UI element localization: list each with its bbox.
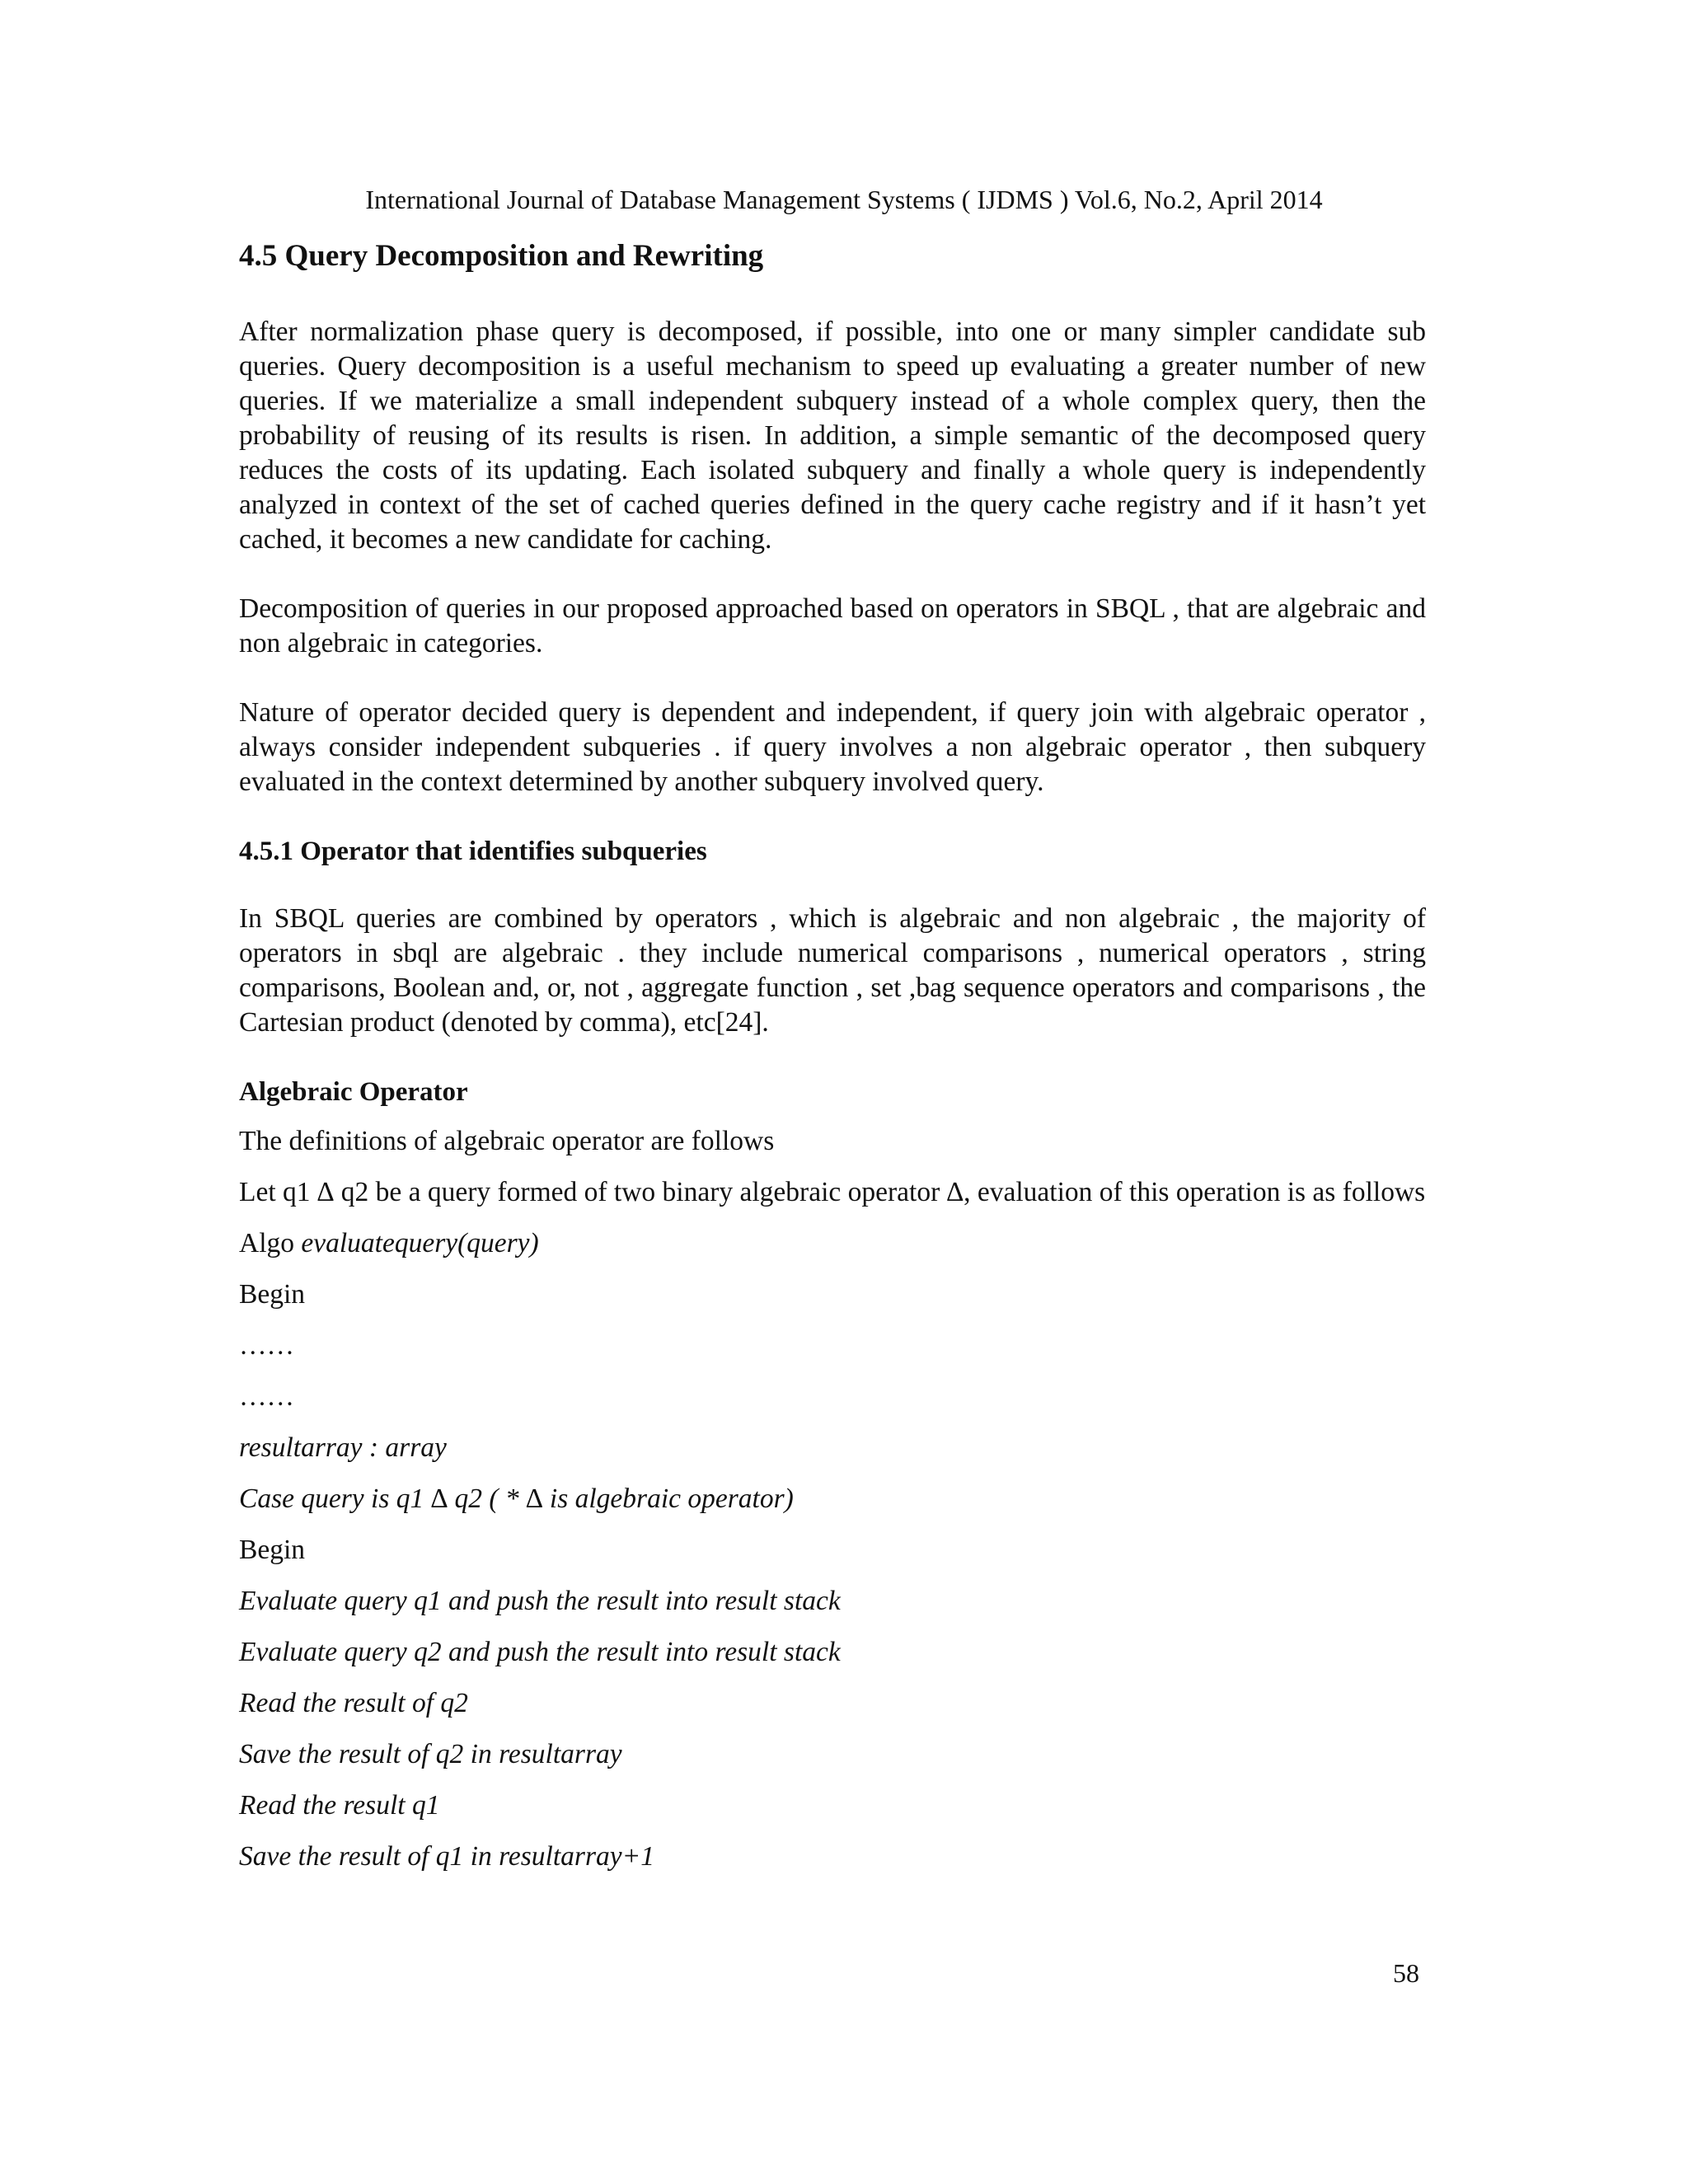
algebraic-let-statement: Let q1 ∆ q2 be a query formed of two binary algebraic operator ∆, evaluation of this operation is as follows: [239, 1177, 1426, 1207]
algo-step: Save the result of q2 in resultarray: [239, 1739, 622, 1769]
page-body: [239, 237, 1426, 1891]
algo-prefix: Algo: [239, 1228, 302, 1258]
algo-step: Save the result of q1 in resultarray+1: [239, 1841, 654, 1872]
algo-step: Evaluate query q1 and push the result into result stack: [239, 1586, 841, 1616]
paragraph-sbql-operators: In SBQL queries are combined by operators , which is algebraic and non algebraic , the majority of operators in sbql are algebraic . they include numerical comparisons , numerical operators , string comparisons, Boolean and, or, not , aggregate function , set ,bag sequence operators and comparisons , the Cartesian product (denoted by comma), etc[24].: [239, 903, 1426, 1038]
paragraph-decomposition-intro: After normalization phase query is decomposed, if possible, into one or many simpler candidate sub queries. Query decomposition is a useful mechanism to speed up evaluating a greater number of new queries. If we materialize a small independent subquery instead of a whole complex query, then the probability of reusing of its results is risen. In addition, a simple semantic of the decomposed query reduces the costs of its updating. Each isolated subquery and finally a whole query is independently analyzed in context of the set of cached queries defined in the query cache registry and if it hasn’t yet cached, it becomes a new candidate for caching.: [239, 316, 1426, 555]
algo-step: Evaluate query q2 and push the result into result stack: [239, 1637, 841, 1667]
algo-line: [239, 1226, 1426, 1261]
algebraic-operator-heading: Algebraic Operator: [239, 1077, 468, 1107]
algo-ellipsis: ……: [239, 1381, 294, 1412]
paragraph-operator-nature: Nature of operator decided query is dependent and independent, if query join with algebraic operator , always consider independent subqueries . if query involves a non algebraic operator , then subquery evaluated in the context determined by another subquery involved query.: [239, 697, 1426, 797]
paragraph-decomposition-operators: Decomposition of queries in our proposed approached based on operators in SBQL , that are algebraic and non algebraic in categories.: [239, 593, 1426, 658]
algo-name: evaluatequery(query): [301, 1228, 539, 1258]
running-header: International Journal of Database Management Systems ( IJDMS ) Vol.6, No.2, April 2014: [365, 185, 1323, 214]
algo-case-line: Case query is q1 ∆ q2 ( * ∆ is algebraic operator): [239, 1483, 794, 1514]
subsection-heading: 4.5.1 Operator that identifies subqueries: [239, 837, 707, 866]
algo-ellipsis: ……: [239, 1330, 294, 1361]
algo-begin: Begin: [239, 1535, 306, 1565]
algo-step: Read the result of q2: [239, 1688, 468, 1718]
algo-begin: Begin: [239, 1279, 306, 1310]
algebraic-intro: The definitions of algebraic operator are follows: [239, 1126, 775, 1156]
section-heading: 4.5 Query Decomposition and Rewriting: [239, 239, 764, 273]
page-number: 58: [1393, 1958, 1419, 1988]
algo-step: Read the result q1: [239, 1790, 440, 1821]
algo-resultarray: resultarray : array: [239, 1432, 447, 1463]
